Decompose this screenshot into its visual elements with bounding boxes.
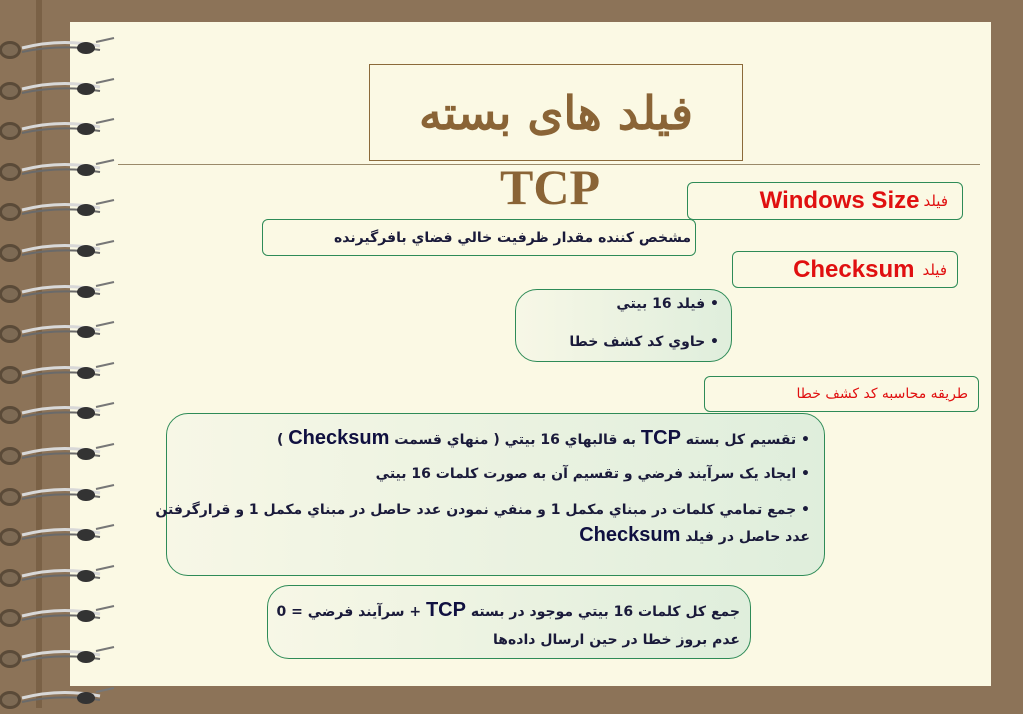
- result-suffix: + سرآیند فرضي = 0: [276, 604, 422, 620]
- spiral-ring-icon: [0, 645, 120, 673]
- spiral-ring-icon: [0, 483, 120, 511]
- spiral-ring-icon: [0, 361, 120, 389]
- result-box: [267, 585, 751, 659]
- result-line-1: [268, 598, 740, 624]
- step1-prefix: تقسیم کل بسته: [685, 432, 797, 448]
- spiral-ring-icon: [0, 198, 120, 226]
- step-3-line1: • جمع تمامي کلمات در مبناي مکمل 1 و منفي نمودن عدد حاصل در مبناي مکمل 1 و قرارگرفتن: [167, 498, 810, 522]
- result-line-2: عدم بروز خطا در حین ارسال داده‌ها: [493, 632, 740, 648]
- windows-size-term: Windows Size: [759, 187, 920, 214]
- result-prefix: جمع کل کلمات 16 بیتي موجود در بسته: [470, 604, 740, 620]
- method-title: طریقه محاسبه کد کشف خطا: [796, 386, 968, 402]
- spiral-ring-icon: [0, 604, 120, 632]
- step1-tcp: TCP: [640, 427, 681, 449]
- windows-size-label: فیلد: [923, 192, 948, 210]
- page-title: فیلد های بسته: [419, 85, 693, 140]
- checksum-label: فیلد: [922, 260, 947, 279]
- checksum-bullet-2: • حاوي کد کشف خطا: [516, 334, 719, 350]
- step-2: • ایجاد یک سرآیند فرضي و تقسیم آن به صورت کلمات 16 بیتي: [167, 462, 810, 486]
- step1-end: ): [276, 432, 284, 448]
- method-steps-box: [155, 413, 825, 576]
- spiral-ring-icon: [0, 523, 120, 551]
- spiral-binding: [0, 0, 70, 708]
- title-tcp: TCP: [500, 159, 600, 215]
- spiral-ring-icon: [0, 320, 120, 348]
- spiral-ring-icon: [0, 239, 120, 267]
- checksum-term: Checksum: [793, 255, 915, 283]
- windows-size-desc-box: [262, 219, 696, 256]
- windows-size-desc: مشخص کننده مقدار ظرفیت خالي فضاي بافرگیرنده: [334, 229, 691, 246]
- checksum-box: [732, 251, 958, 288]
- spiral-ring-icon: [0, 117, 120, 145]
- result-tcp: TCP: [425, 599, 466, 621]
- checksum-bullet-1: • فیلد 16 بیتي: [516, 296, 719, 312]
- step1-checksum: Checksum: [288, 427, 390, 449]
- title-box: [369, 64, 743, 161]
- spiral-ring-icon: [0, 401, 120, 429]
- windows-size-box: [687, 182, 963, 220]
- spiral-ring-icon: [0, 564, 120, 592]
- method-title-box: [704, 376, 979, 412]
- step1-mid: به قالبهاي 16 بیتي ( منهاي قسمت: [394, 432, 637, 448]
- spiral-ring-icon: [0, 280, 120, 308]
- spiral-ring-icon: [0, 442, 120, 470]
- checksum-bullets-box: [515, 289, 732, 362]
- spiral-ring-icon: [0, 158, 120, 186]
- spiral-ring-icon: [0, 77, 120, 105]
- binding-strip: [36, 0, 42, 708]
- step-3-line2: [167, 522, 810, 550]
- step3-prefix: عدد حاصل در فیلد: [685, 529, 810, 545]
- spiral-ring-icon: [0, 686, 120, 714]
- step3-checksum: Checksum: [579, 524, 681, 546]
- step-1: [167, 426, 810, 452]
- spiral-ring-icon: [0, 36, 120, 64]
